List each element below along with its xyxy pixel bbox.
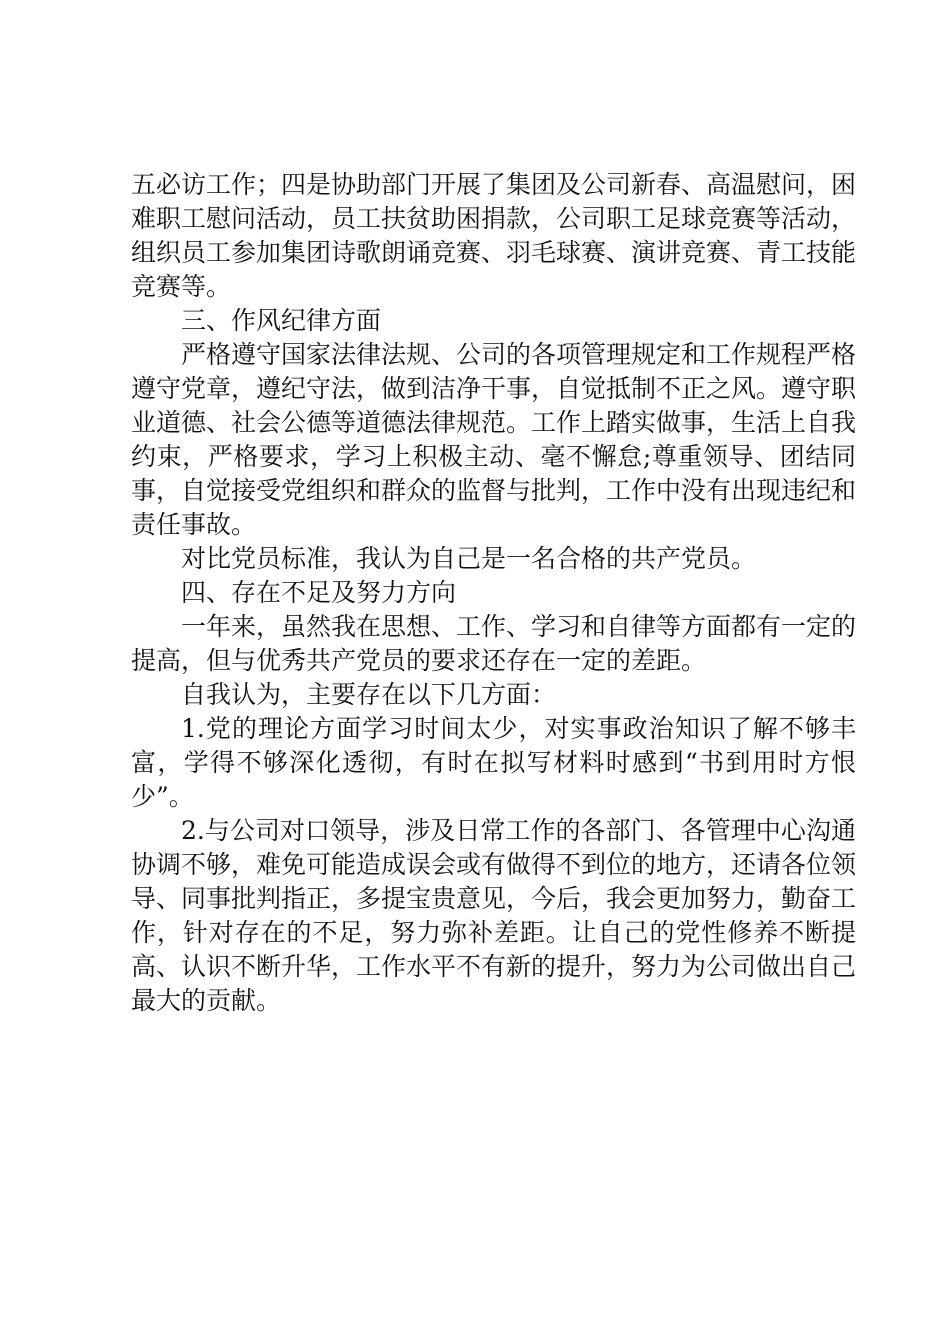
paragraph-point-2: 2.与公司对口领导，涉及日常工作的各部门、各管理中心沟通协调不够，难免可能造成误会或有做得不到位的地方，还请各位领导、同事批判指正，多提宝贵意见，今后，我会更加努力，勤奋工作，针对存在的不足，努力弥补差距。让自己的党性修养不断提高、认识不断升华，工作水平不有新的提升，努力为公司做出自己最大的贡献。 bbox=[131, 816, 857, 1015]
document-page bbox=[131, 168, 856, 1018]
paragraph-activities: 五必访工作；四是协助部门开展了集团及公司新春、高温慰问，困难职工慰问活动，员工扶贫助困捐款，公司职工足球竞赛等活动，组织员工参加集团诗歌朗诵竞赛、羽毛球赛、演讲竞赛、青工技能竞赛等。 bbox=[131, 170, 857, 301]
paragraph-point-1: 1.党的理论方面学习时间太少，对实事政治知识了解不够丰富，学得不够深化透彻，有时在拟写材料时感到“书到用时方恨少”。 bbox=[131, 714, 856, 811]
section-heading-shortcomings: 四、存在不足及努力方向 bbox=[181, 578, 457, 607]
paragraph-self-assessment: 自我认为，主要存在以下几方面： bbox=[181, 680, 557, 709]
section-heading-discipline: 三、作风纪律方面 bbox=[181, 306, 382, 335]
paragraph-discipline: 严格遵守国家法律法规、公司的各项管理规定和工作规程严格遵守党章，遵纪守法，做到洁净干事，自觉抵制不正之风。遵守职业道德、社会公德等道德法律规范。工作上踏实做事，生活上自我约束，严格要求，学习上积极主动、毫不懈怠;尊重领导、团结同事，自觉接受党组织和群众的监督与批判，工作中没有出现违纪和责任事故。 bbox=[131, 340, 857, 539]
paragraph-year-review: 一年来，虽然我在思想、工作、学习和自律等方面都有一定的提高，但与优秀共产党员的要求还存在一定的差距。 bbox=[131, 612, 857, 675]
paragraph-party-standard: 对比党员标准，我认为自己是一名合格的共产党员。 bbox=[181, 544, 757, 573]
